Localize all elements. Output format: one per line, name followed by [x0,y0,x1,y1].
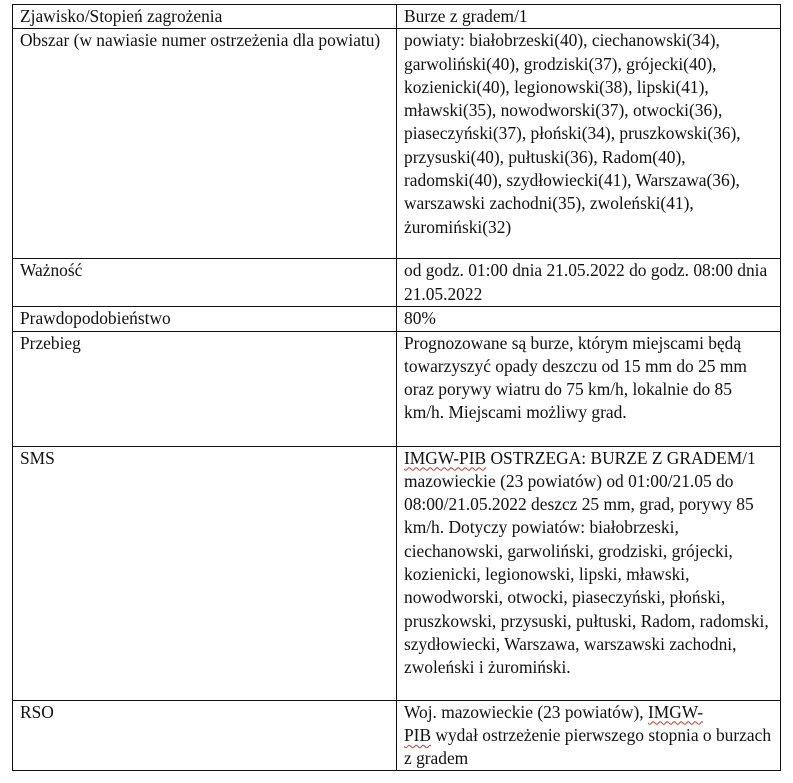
table-row-rso [13,700,781,771]
table-row-validity [13,259,781,307]
warning-table [12,4,781,771]
table-row-area [13,29,781,259]
row-value: od godz. 01:00 dnia 21.05.2022 do godz. 08:00 dnia 21.05.2022 [397,259,781,307]
table-row-phenomenon [13,5,781,29]
row-value: Burze z gradem/1 [397,5,781,29]
table-row-sms [13,446,781,700]
row-label: Ważność [13,259,397,307]
table-row-course [13,331,781,446]
row-value: powiaty: białobrzeski(40), ciechanowski(34), garwoliński(40), grodziski(37), grójecki(40), kozienicki(40), legionowski(38), lipski(41), mławski(35), nowodworski(37), otwocki(36), piaseczyński(37), płoński(34), pruszkowski(36), przysuski(40), pułtuski(36), Radom(40), radomski(40), szydłowiecki(41), Warszawa(36), warszawski zachodni(35), zwoleński(41), żuromiński(32) [397,29,781,259]
row-value [397,446,781,700]
row-label: Przebieg [13,331,397,446]
row-label: Obszar (w nawiasie numer ostrzeżenia dla powiatu) [13,29,397,259]
spellcheck-flagged-word: IMGW-PIB [404,447,487,468]
row-label: Prawdopodobieństwo [13,307,397,331]
row-label: Zjawisko/Stopień zagrożenia [13,5,397,29]
row-value: Prognozowane są burze, którym miejscami będą towarzyszyć opady deszczu od 15 mm do 25 mm oraz porywy wiatru do 75 km/h, lokalnie do 85 km/h. Miejscami możliwy grad. [397,331,781,446]
row-label: SMS [13,446,397,700]
spellcheck-flagged-word: IMGW- [647,701,703,722]
spellcheck-flagged-word: PIB [404,724,432,745]
sms-text: OSTRZEGA: BURZE Z GRADEM/1 mazowieckie (23 powiatów) od 01:00/21.05 do 08:00/21.05.2022 deszcz 25 mm, grad, porywy 85 km/h. Dotyczy powiatów: białobrzeski, ciechanowski, garwoliński, grodziski, grójecki, kozienicki, legionowski, lipski, mławski, nowodworski, otwocki, piaseczyński, płoński, pruszkowski, przysuski, pułtuski, Radom, radomski, szydłowiecki, Warszawa, warszawski zachodni, zwoleński i żuromiński. [404,447,769,678]
rso-text-end: wydał ostrzeżenie pierwszego stopnia o burzach z gradem [404,724,772,769]
row-label: RSO [13,700,397,771]
rso-text-start: Woj. mazowieckie (23 powiatów), [404,701,648,722]
row-value: 80% [397,307,781,331]
table-row-probability [13,307,781,331]
row-value [397,700,781,771]
